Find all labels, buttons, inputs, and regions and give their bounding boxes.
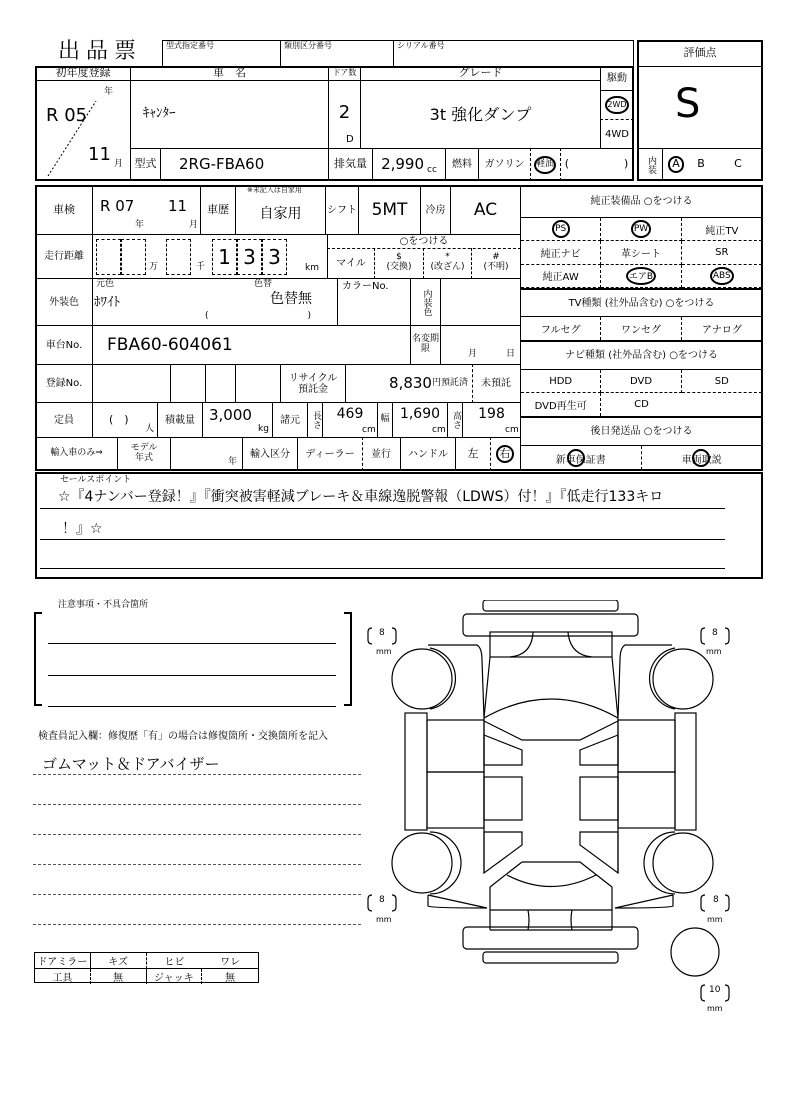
equipment-title: 純正装備品 ○をつける (520, 185, 763, 218)
name-change-day: 日 (506, 349, 516, 359)
tv-oneseg[interactable]: ワンセグ (601, 317, 681, 340)
color-change-paren: ( ) (205, 311, 312, 321)
inspection-month-unit: 月 (189, 220, 199, 230)
later-warranty-label: 新車保証書 (555, 454, 606, 466)
later-title: 後日発送品 ○をつける (520, 416, 763, 446)
tire-unit: mm (376, 915, 392, 924)
month-unit: 月 (114, 159, 124, 169)
tire-unit: mm (707, 1004, 723, 1013)
later-manual-label: 車両取説 (681, 454, 722, 466)
ac-label: 冷房 (420, 185, 451, 235)
front-right-tire (653, 649, 713, 709)
equipment-abs[interactable] (682, 265, 762, 288)
name-change-month: 月 (468, 349, 478, 359)
displacement-number: 2,990 (381, 155, 425, 174)
rear-right-tire (653, 833, 713, 893)
divider (48, 706, 336, 707)
front-left-door (427, 720, 484, 772)
doors-unit: D (346, 134, 354, 145)
interior-label: 内装 (637, 148, 663, 181)
trunk (490, 887, 612, 930)
load-unit: kg (258, 424, 269, 434)
equipment-navi[interactable]: 純正ナビ (521, 241, 601, 264)
year-unit: 年 (104, 87, 114, 97)
handle-label: ハンドル (400, 437, 456, 471)
equipment-ps-label: PS (552, 220, 570, 238)
inspection-label: 車検 (35, 185, 93, 235)
serial-field: シリアル番号 (393, 40, 634, 67)
grade-value: 3t 強化ダンプ (360, 80, 601, 149)
hood (484, 657, 618, 718)
navi-empty (682, 393, 762, 416)
mirror-tool-table (34, 952, 259, 983)
sales-point-label: セールスポイント (60, 475, 132, 485)
cell-door-mirror: ドアミラー (35, 953, 91, 969)
reg-box (235, 364, 281, 403)
car-name: ｷｬﾝﾀｰ (130, 80, 329, 149)
recycle-label: リサイクル預託金 (280, 364, 346, 403)
fuel-diesel[interactable] (530, 148, 561, 181)
height-label: 高さ (447, 402, 463, 438)
rear-window (490, 862, 612, 887)
first-reg-label: 初年度登録 (35, 66, 131, 81)
equipment-airbag[interactable] (601, 265, 681, 288)
reg-box (170, 364, 206, 403)
orig-color-label: 元色 (96, 279, 115, 289)
flag-mile[interactable]: マイル (327, 248, 375, 279)
doors-value: 2 (328, 80, 361, 149)
handle-right[interactable] (490, 437, 521, 471)
mileage-digit: 3 (237, 239, 262, 275)
inspection-year: R 07 (100, 197, 135, 215)
fuel-gasoline[interactable]: ガソリン (478, 148, 531, 181)
navi-dvd-playback[interactable]: DVD再生可 (521, 393, 601, 416)
tire-front-right-depth: 8 (712, 628, 718, 638)
sheet-title: 出品票 (58, 39, 143, 64)
flag-tampered[interactable]: * (改ざん) (424, 248, 472, 279)
length-value: 469 (322, 402, 378, 438)
import-parallel[interactable]: 並行 (362, 437, 401, 471)
divider (40, 568, 725, 569)
divider (33, 864, 361, 865)
mileage-digit: 1 (212, 239, 237, 275)
mark-note: ○をつける (327, 234, 521, 249)
tire-front-left-depth: 8 (379, 628, 385, 638)
equipment-grid (520, 217, 763, 289)
recycle-unpaid: 未預託 (472, 364, 521, 403)
doors-label: ドア数 (328, 66, 361, 81)
mileage-digit (166, 239, 191, 275)
spare-tire (671, 928, 719, 976)
recycle-paid: 円預託済 (431, 377, 468, 388)
flag-unknown[interactable]: # (不明) (472, 248, 521, 279)
divider (48, 675, 336, 676)
equipment-tv[interactable]: 純正TV (682, 218, 762, 241)
divider (33, 834, 361, 835)
displacement-label: 排気量 (328, 148, 373, 181)
fender-arc (644, 832, 675, 894)
width-unit: cm (432, 425, 446, 435)
rear-windows (484, 832, 618, 873)
later-manual[interactable] (642, 446, 763, 470)
interior-option-a[interactable] (663, 148, 689, 181)
reg-box (205, 364, 236, 403)
bracket-left (34, 612, 42, 706)
evaluation-grade: S (675, 81, 701, 127)
later-warranty[interactable] (521, 446, 642, 470)
tv-title: TV種類 (社外品含む) ○をつける (520, 288, 763, 317)
sales-point-line1: ☆『4ナンバー登録！』『衝突被害軽減ブレーキ＆車線逸脱警報（LDWS）付！』『低走行133キロ (58, 489, 664, 505)
mileage-digit (121, 239, 146, 275)
left-window (484, 777, 522, 820)
left-step (405, 713, 427, 830)
navi-hdd[interactable]: HDD (521, 370, 601, 393)
interior-color-label: 内装色 (410, 278, 441, 326)
capacity-label: 定員 (35, 402, 93, 438)
car-name-label: 車 名 (130, 66, 329, 81)
navi-cd[interactable]: CD (634, 399, 649, 410)
divider (48, 643, 336, 644)
width-value: 1,690 (392, 402, 448, 438)
navi-title: ナビ種類 (社外品含む) ○をつける (520, 340, 763, 370)
history-value: 自家用 (235, 185, 326, 235)
circle-mark (692, 449, 710, 467)
fuel-label: 燃料 (445, 148, 479, 181)
fuel-diesel-label: 軽油 (534, 156, 556, 174)
orig-color-value: ﾎﾜｲﾄ (94, 295, 120, 310)
cell-broken[interactable]: ワレ (202, 953, 258, 969)
divider (40, 539, 725, 540)
rear-fenders (428, 895, 673, 908)
tire-unit: mm (706, 647, 722, 656)
divider (40, 508, 725, 509)
flag-replaced[interactable]: $ (交換) (375, 248, 424, 279)
km-unit: km (305, 263, 319, 273)
tv-analog[interactable]: アナログ (701, 325, 742, 336)
recycle-cell (345, 364, 473, 403)
recycle-amount: 8,830 (389, 374, 432, 393)
type-designation-field: 型式指定番号 (162, 40, 281, 67)
divider (33, 924, 361, 925)
equipment-ps[interactable] (521, 218, 601, 241)
fender-arc (430, 832, 461, 894)
equipment-leather-seat[interactable]: 革シート (601, 241, 681, 264)
tv-options (520, 316, 763, 341)
grade-label: グレード (360, 66, 601, 81)
rear-left-door (427, 772, 484, 828)
pillars (484, 718, 618, 873)
height-unit: cm (505, 425, 519, 435)
equipment-pw-label: PW (631, 220, 651, 238)
cell-crack[interactable]: ヒビ (147, 953, 203, 969)
navi-sd[interactable]: SD (682, 370, 762, 393)
tv-fullseg[interactable]: フルセグ (521, 317, 601, 340)
model-year-value: 年 (170, 437, 243, 471)
model-label: 型式 (130, 148, 161, 181)
rear-left-tire (392, 833, 452, 893)
interior-option-b[interactable]: B (689, 148, 713, 181)
length-unit: cm (362, 425, 376, 435)
first-reg-year: R 05 (46, 105, 88, 126)
equipment-abs-label: ABS (710, 267, 734, 285)
load-label: 積載量 (157, 402, 203, 438)
rear-strip (483, 952, 618, 963)
equipment-sr[interactable]: SR (682, 241, 762, 264)
interior-color-value (440, 278, 521, 326)
color-change-label: 色替 (254, 279, 273, 289)
model-year-label: モデル年式 (117, 437, 171, 471)
equipment-airbag-label: エアB (626, 267, 656, 285)
tire-rear-left-depth: 8 (379, 895, 385, 905)
import-dealer[interactable]: ディーラー (297, 437, 363, 471)
chassis-label: 車台No. (35, 325, 93, 365)
front-fenders (428, 645, 672, 718)
car-diagram (360, 600, 740, 1020)
mileage-label: 走行距離 (35, 234, 93, 279)
cell-scratch[interactable]: キズ (91, 953, 147, 969)
windshield (484, 721, 618, 740)
divider (33, 894, 361, 895)
cell-jack-value: 無 (225, 973, 236, 984)
drive-2wd-label: 2WD (605, 96, 628, 114)
height-value: 198 (462, 402, 521, 438)
cell-tools-value: 無 (91, 969, 147, 984)
rear-right-door (618, 772, 675, 828)
color-change-value: 色替無 (270, 291, 312, 307)
man-unit: 万 (149, 262, 159, 272)
drive-2wd[interactable] (600, 90, 634, 120)
color-label: 外装色 (35, 278, 93, 326)
color-no-label: カラーNo. (337, 278, 411, 326)
displacement-unit: cc (427, 164, 437, 175)
width-label: 幅 (377, 402, 393, 438)
divider (33, 804, 361, 805)
tire-rear-right-depth: 8 (713, 895, 719, 905)
cell-jack: ジャッキ (147, 969, 203, 984)
displacement-value (372, 148, 446, 181)
bracket-right (344, 612, 352, 706)
shift-value: 5MT (358, 185, 421, 235)
mileage-digit: 3 (262, 239, 287, 275)
shift-label: シフト (325, 185, 359, 235)
sen-unit: 千 (196, 262, 206, 272)
tire-unit: mm (707, 915, 723, 924)
interior-option-c[interactable]: C (713, 148, 763, 181)
drive-4wd[interactable]: 4WD (600, 120, 634, 149)
handle-left[interactable]: 左 (455, 437, 491, 471)
import-type-label: 輸入区分 (242, 437, 298, 471)
category-field: 類別区分番号 (280, 40, 394, 67)
inspector-label: 検査員記入欄：修復歴「有」の場合は修復箇所・交換箇所を記入 (38, 731, 328, 742)
drive-label: 駆動 (600, 66, 634, 91)
name-change-label: 名変期限 (410, 325, 441, 365)
tire-unit: mm (376, 647, 392, 656)
first-reg-month: 11 (88, 144, 111, 165)
cell-tools: 工具 (35, 969, 91, 984)
reg-label: 登録No. (35, 364, 93, 403)
spec-label: 諸元 (272, 402, 308, 438)
caution-label: 注意事項・不具合箇所 (58, 600, 149, 610)
ac-value: AC (450, 185, 521, 235)
sales-point-line2: ！』☆ (62, 521, 103, 537)
history-note: ※未記入は自家用 (247, 186, 302, 194)
equipment-aw[interactable]: 純正AW (521, 265, 601, 288)
tire-spare-depth: 10 (709, 985, 721, 995)
chassis-value: FBA60-604061 (92, 325, 411, 365)
divider (33, 774, 361, 775)
mileage-digit (96, 239, 121, 275)
reg-box (92, 364, 171, 403)
inspection-year-unit: 年 (135, 220, 145, 230)
front-glass-strip (483, 600, 618, 611)
handle-right-label: 右 (496, 445, 514, 463)
circle-mark (567, 449, 585, 467)
fuel-other: ( ) (560, 148, 634, 181)
length-label: 長さ (307, 402, 323, 438)
evaluation-label: 評価点 (637, 40, 763, 67)
navi-dvd[interactable]: DVD (601, 370, 681, 393)
inspector-text: ゴムマット＆ドアバイザー (42, 755, 220, 773)
import-label: 輸入車のみ⇒ (35, 437, 118, 471)
equipment-pw[interactable] (601, 218, 681, 241)
later-options (520, 445, 763, 471)
model-value: 2RG-FBA60 (160, 148, 329, 181)
load-value: 3,000 (202, 402, 273, 438)
right-window (580, 777, 618, 820)
inspection-month: 11 (168, 197, 188, 215)
interior-option-a-label: A (668, 156, 684, 172)
front-right-door (618, 720, 675, 772)
navi-options (520, 369, 763, 417)
capacity-value: ( ) (92, 402, 158, 438)
front-left-tire (392, 649, 452, 709)
history-label: 車歴 (200, 185, 236, 235)
capacity-unit: 人 (145, 424, 155, 434)
right-step (675, 713, 696, 830)
